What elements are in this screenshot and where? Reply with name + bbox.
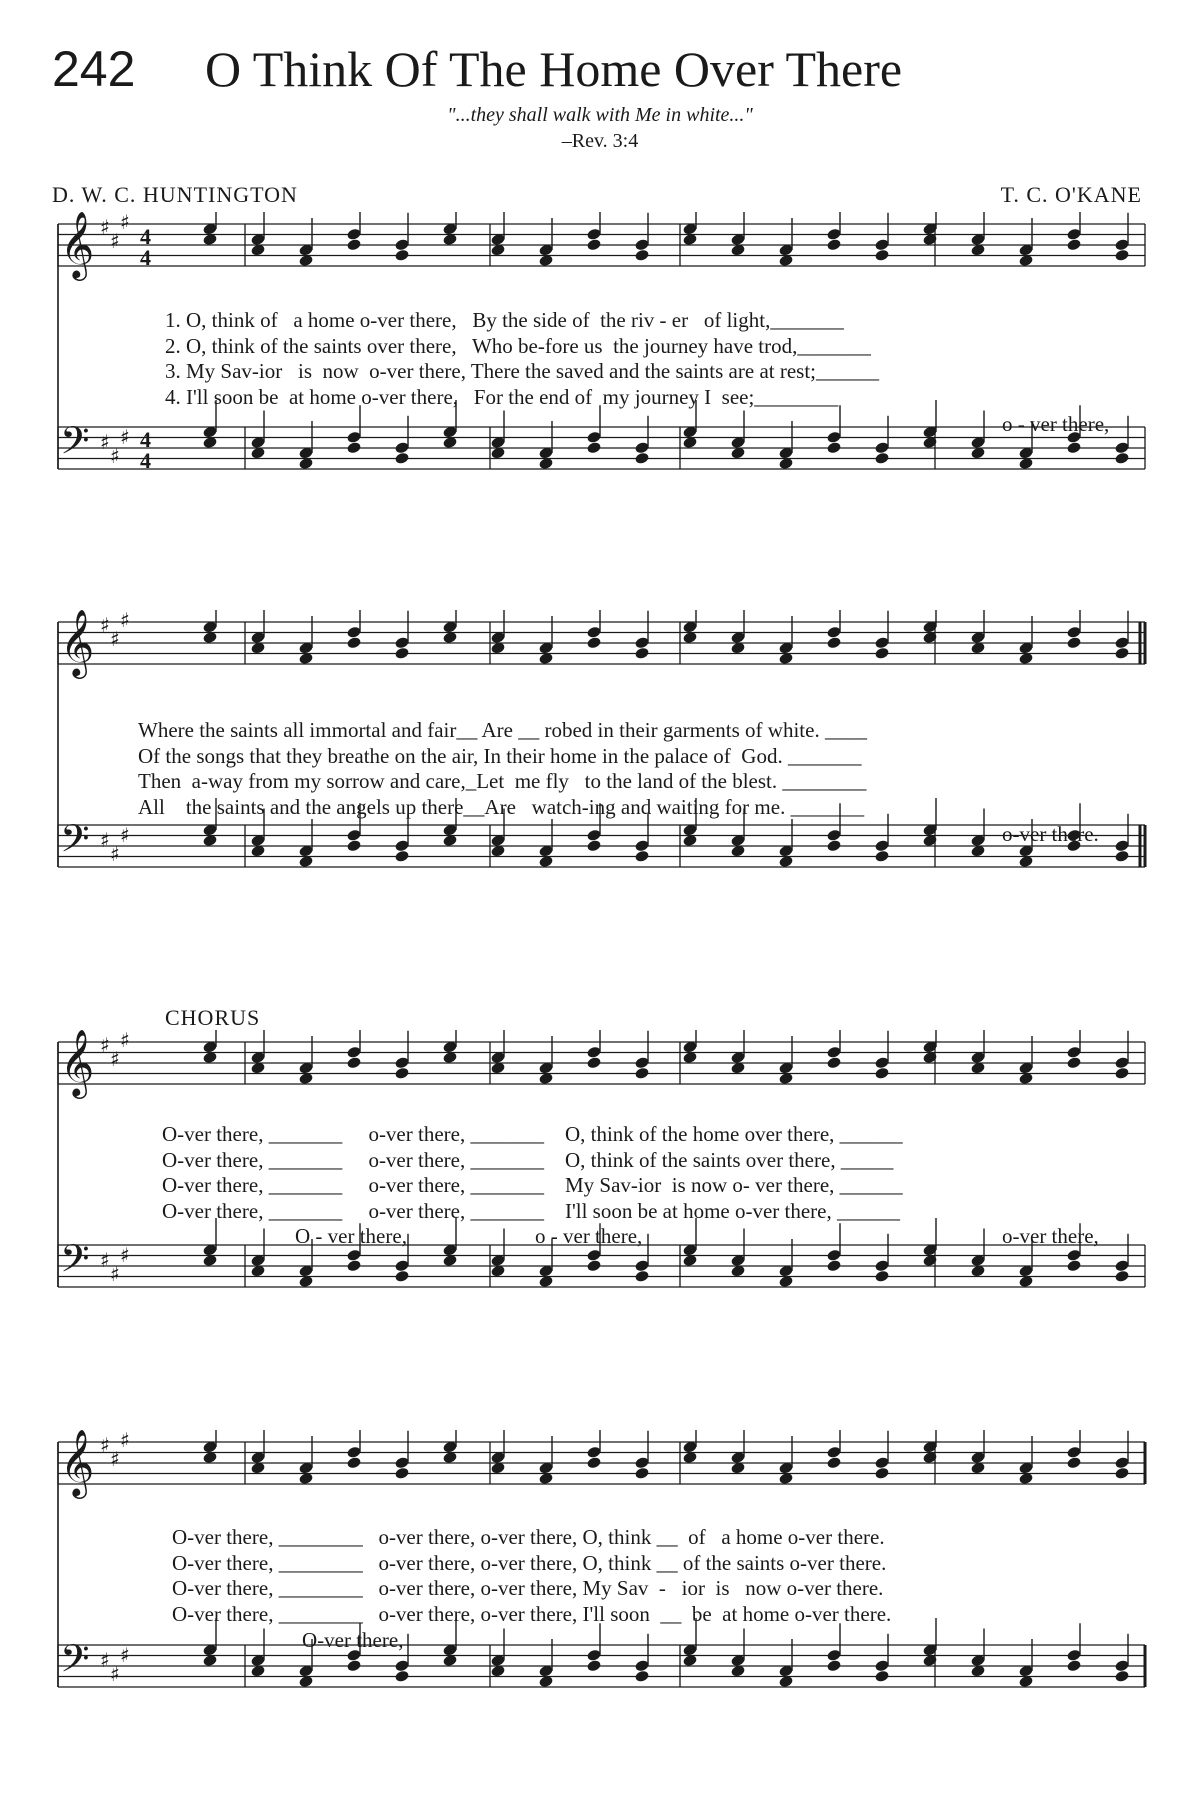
note-head bbox=[346, 1456, 361, 1469]
note-head bbox=[586, 839, 601, 852]
sharp-sign: ♯ bbox=[120, 1243, 130, 1267]
note-head bbox=[346, 238, 361, 251]
sharp-sign: ♯ bbox=[100, 1648, 110, 1672]
note-head bbox=[1066, 1456, 1081, 1469]
treble-clef: 𝄞 bbox=[60, 1430, 95, 1496]
note-head bbox=[634, 850, 649, 863]
note-head bbox=[1114, 647, 1129, 660]
verse-3-line: 3. My Sav-ior is now o-ver there, There the saved and the saints are at rest;______ bbox=[165, 359, 879, 383]
verse-4-line: 4. I'll soon be at home o-ver there, For the end of my journey I see;________ bbox=[165, 384, 839, 409]
sharp-sign: ♯ bbox=[120, 425, 130, 449]
hymn-number: 242 bbox=[52, 41, 136, 97]
chorus-4-line: O-ver there, ________ o-ver there, o-ver there, I'll soon __ be at home o-ver there. bbox=[172, 1601, 892, 1626]
sharp-sign: ♯ bbox=[100, 430, 110, 454]
sharp-sign: ♯ bbox=[120, 823, 130, 847]
verse-1-line: Where the saints all immortal and fair__ Are __ robed in their garments of white. ____ bbox=[138, 718, 867, 742]
note-head bbox=[874, 647, 889, 660]
note-head bbox=[874, 249, 889, 262]
note-head bbox=[586, 238, 601, 251]
time-signature-top: 4 bbox=[140, 427, 151, 452]
note-head bbox=[586, 1456, 601, 1469]
system-3-lyrics bbox=[162, 1122, 903, 1224]
treble-clef: 𝄞 bbox=[60, 610, 95, 676]
treble-clef: 𝄞 bbox=[60, 212, 95, 278]
note-head bbox=[874, 1270, 889, 1283]
epigraph-reference: –Rev. 3:4 bbox=[561, 130, 639, 152]
time-signature-top: 4 bbox=[140, 224, 151, 249]
system-1-echo: o - ver there, bbox=[1002, 412, 1110, 436]
note-head bbox=[586, 441, 601, 454]
note-head bbox=[826, 1456, 841, 1469]
note-head bbox=[1114, 1067, 1129, 1080]
sharp-sign: ♯ bbox=[100, 1033, 110, 1057]
chorus-2-line: O-ver there, ________ o-ver there, o-ver there, O, think __ of the saints o-ver there. bbox=[172, 1550, 887, 1575]
note-head bbox=[634, 1270, 649, 1283]
time-signature-bottom: 4 bbox=[140, 245, 151, 270]
note-head bbox=[394, 249, 409, 262]
note-head bbox=[1114, 1270, 1129, 1283]
note-head bbox=[586, 1659, 601, 1672]
note-head bbox=[874, 452, 889, 465]
note-head bbox=[634, 647, 649, 660]
sharp-sign: ♯ bbox=[110, 842, 120, 866]
note-head bbox=[826, 1259, 841, 1272]
note-head bbox=[346, 1056, 361, 1069]
system-2-echo: o-ver there. bbox=[1002, 822, 1099, 846]
verse-2-line: Of the songs that they breathe on the air, In their home in the palace of God. _______ bbox=[138, 743, 862, 768]
verse-4-line: All the saints and the angels up there__Are watch-ing and waiting for me. _______ bbox=[138, 794, 865, 819]
time-signature-bottom: 4 bbox=[140, 448, 151, 473]
note-head bbox=[394, 1270, 409, 1283]
sharp-sign: ♯ bbox=[120, 1030, 130, 1052]
note-head bbox=[826, 441, 841, 454]
system-3-echo-1: O - ver there, bbox=[295, 1224, 407, 1248]
note-head bbox=[394, 1067, 409, 1080]
note-head bbox=[586, 1056, 601, 1069]
sharp-sign: ♯ bbox=[100, 1433, 110, 1457]
note-head bbox=[826, 839, 841, 852]
note-head bbox=[874, 1067, 889, 1080]
note-head bbox=[826, 1659, 841, 1672]
note-head bbox=[826, 636, 841, 649]
bass-clef: 𝄢 bbox=[60, 1636, 90, 1690]
note-head bbox=[394, 452, 409, 465]
sharp-sign: ♯ bbox=[120, 1643, 130, 1667]
note-head bbox=[634, 249, 649, 262]
note-head bbox=[634, 1067, 649, 1080]
chorus-4-line: O-ver there, _______ o-ver there, _______ I'll soon be at home o-ver there, ______ bbox=[162, 1198, 900, 1223]
sharp-sign: ♯ bbox=[110, 1262, 120, 1286]
sharp-sign: ♯ bbox=[100, 828, 110, 852]
system-4-echo: O-ver there, bbox=[302, 1628, 404, 1652]
chorus-label: CHORUS bbox=[165, 1005, 261, 1030]
note-head bbox=[586, 1259, 601, 1272]
note-head bbox=[1066, 1056, 1081, 1069]
sharp-sign: ♯ bbox=[120, 1430, 130, 1452]
sharp-sign: ♯ bbox=[100, 613, 110, 637]
note-head bbox=[1114, 249, 1129, 262]
note-head bbox=[634, 452, 649, 465]
chorus-1-line: O-ver there, _______ o-ver there, _______ O, think of the home over there, ______ bbox=[162, 1122, 903, 1146]
note-head bbox=[394, 1467, 409, 1480]
chorus-1-line: O-ver there, ________ o-ver there, o-ver there, O, think __ of a home o-ver there. bbox=[172, 1525, 885, 1549]
note-head bbox=[874, 1467, 889, 1480]
sharp-sign: ♯ bbox=[110, 1047, 120, 1071]
system-1-lyrics bbox=[165, 308, 879, 410]
verse-3-line: Then a-way from my sorrow and care,_Let me fly to the land of the blest. ________ bbox=[138, 769, 867, 793]
note-head bbox=[874, 850, 889, 863]
note-head bbox=[1114, 1467, 1129, 1480]
note-head bbox=[1066, 1659, 1081, 1672]
note-head bbox=[346, 1259, 361, 1272]
chorus-3-line: O-ver there, ________ o-ver there, o-ver there, My Sav - ior is now o-ver there. bbox=[172, 1576, 884, 1600]
sharp-sign: ♯ bbox=[100, 1248, 110, 1272]
sharp-sign: ♯ bbox=[110, 1447, 120, 1471]
system-3-echo-2: o - ver there, bbox=[535, 1224, 643, 1248]
note-head bbox=[394, 1670, 409, 1683]
sharp-sign: ♯ bbox=[120, 610, 130, 632]
note-head bbox=[586, 636, 601, 649]
system-2-lyrics bbox=[138, 718, 867, 820]
verse-1-line: 1. O, think of a home o-ver there, By the side of the riv - er of light,_______ bbox=[165, 308, 844, 332]
note-head bbox=[634, 1467, 649, 1480]
sharp-sign: ♯ bbox=[110, 229, 120, 253]
verse-2-line: 2. O, think of the saints over there, Who be-fore us the journey have trod,_______ bbox=[165, 333, 871, 358]
sharp-sign: ♯ bbox=[110, 444, 120, 468]
note-head bbox=[826, 1056, 841, 1069]
note-head bbox=[1114, 850, 1129, 863]
treble-clef: 𝄞 bbox=[60, 1030, 95, 1096]
sharp-sign: ♯ bbox=[110, 1662, 120, 1686]
words-credit: D. W. C. HUNTINGTON bbox=[52, 182, 298, 207]
bass-clef: 𝄢 bbox=[60, 418, 90, 472]
note-head bbox=[1114, 452, 1129, 465]
note-head bbox=[394, 647, 409, 660]
chorus-3-line: O-ver there, _______ o-ver there, _______ My Sav-ior is now o- ver there, ______ bbox=[162, 1173, 903, 1197]
note-head bbox=[1066, 636, 1081, 649]
system-3-echo-3: o-ver there, bbox=[1002, 1224, 1099, 1248]
epigraph: "...they shall walk with Me in white..." bbox=[447, 104, 753, 126]
note-head bbox=[634, 1670, 649, 1683]
note-head bbox=[1066, 1259, 1081, 1272]
note-head bbox=[346, 636, 361, 649]
note-head bbox=[346, 839, 361, 852]
music-credit: T. C. O'KANE bbox=[1000, 182, 1142, 207]
note-head bbox=[346, 441, 361, 454]
hymn-title: O Think Of The Home Over There bbox=[205, 41, 903, 97]
sharp-sign: ♯ bbox=[110, 627, 120, 651]
note-head bbox=[826, 238, 841, 251]
system-4-lyrics bbox=[172, 1525, 891, 1627]
note-head bbox=[1066, 441, 1081, 454]
note-head bbox=[874, 1670, 889, 1683]
chorus-2-line: O-ver there, _______ o-ver there, _______ O, think of the saints over there, _____ bbox=[162, 1147, 894, 1172]
note-head bbox=[346, 1659, 361, 1672]
bass-clef: 𝄢 bbox=[60, 1236, 90, 1290]
sharp-sign: ♯ bbox=[100, 215, 110, 239]
bass-clef: 𝄢 bbox=[60, 816, 90, 870]
note-head bbox=[394, 850, 409, 863]
sharp-sign: ♯ bbox=[120, 212, 130, 234]
note-head bbox=[1066, 238, 1081, 251]
note-head bbox=[1114, 1670, 1129, 1683]
